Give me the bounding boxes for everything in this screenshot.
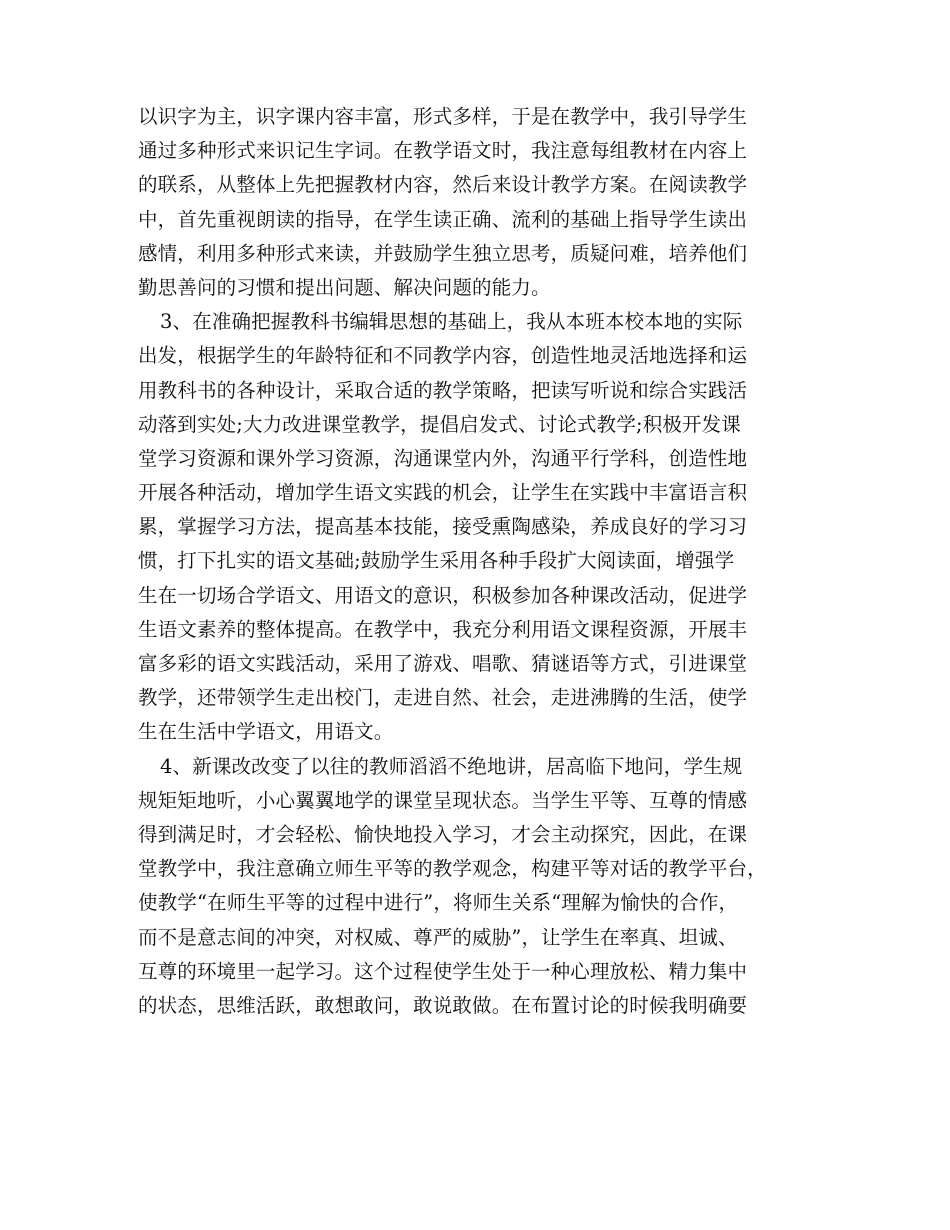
body-text-line: 的状态，思维活跃，敢想敢问，敢说敢做。在布置讨论的时候我明确要 [138,993,748,1017]
body-text-line: 的联系，从整体上先把握教材内容，然后来设计教学方案。在阅读教学 [138,173,748,197]
body-text-line: 生在一切场合学语文、用语文的意识，积极参加各种课改活动，促进学 [138,583,748,607]
body-text-line: 开展各种活动，增加学生语文实践的机会，让学生在实践中丰富语言积 [138,481,748,505]
body-text-line: 规矩矩地听，小心翼翼地学的课堂呈现状态。当学生平等、互尊的情感 [138,788,748,812]
body-text-line: 通过多种形式来识记生字词。在教学语文时，我注意每组教材在内容上 [138,139,748,163]
body-text-line: 感情，利用多种形式来读，并鼓励学生独立思考，质疑问难，培养他们 [138,241,748,265]
body-text-line: 得到满足时，才会轻松、愉快地投入学习，才会主动探究，因此，在课 [138,822,748,846]
body-text-line: 以识字为主，识字课内容丰富，形式多样，于是在教学中，我引导学生 [138,105,748,128]
body-text-line: 用教科书的各种设计，采取合适的教学策略，把读写听说和综合实践活 [138,378,748,402]
document-body [138,100,828,1023]
body-text-line: 而不是意志间的冲突，对权威、尊严的威胁”，让学生在率真、坦诚、 [138,925,738,949]
body-text-line: 堂学习资源和课外学习资源，沟通课堂内外，沟通平行学科，创造性地 [138,446,748,470]
body-text-line: 勤思善问的习惯和提出问题、解决问题的能力。 [138,275,551,299]
body-text-line: 动落到实处;大力改进课堂教学，提倡启发式、讨论式教学;积极开发课 [138,412,741,436]
body-text-line: 中，首先重视朗读的指导，在学生读正确、流利的基础上指导学生读出 [138,207,748,231]
body-text-line: 生语文素养的整体提高。在教学中，我充分利用语文课程资源，开展丰 [138,617,748,641]
paragraph-first-line: 4、新课改改变了以往的教师滔滔不绝地讲，居高临下地问，学生规 [160,754,743,778]
body-text-line: 惯，打下扎实的语文基础;鼓励学生采用各种手段扩大阅读面，增强学 [138,549,735,573]
body-text-line: 生在生活中学语文，用语文。 [138,720,394,744]
body-text-line: 出发，根据学生的年龄特征和不同教学内容，创造性地灵活地选择和运 [138,344,748,368]
body-text-line: 富多彩的语文实践活动，采用了游戏、唱歌、猜谜语等方式，引进课堂 [138,652,748,675]
body-text-line: 使教学“在师生平等的过程中进行”，将师生关系“理解为愉快的合作， [138,891,739,915]
body-text-line: 互尊的环境里一起学习。这个过程使学生处于一种心理放松、精力集中 [138,959,748,983]
body-text-line: 教学，还带领学生走出校门，走进自然、社会，走进沸腾的生活，使学 [138,686,748,710]
paragraph-first-line: 3、在准确把握教科书编辑思想的基础上，我从本班本校本地的实际 [160,310,743,334]
body-text-line: 累，掌握学习方法，提高基本技能，接受熏陶感染，养成良好的学习习 [138,515,748,539]
body-text-line: 堂教学中，我注意确立师生平等的教学观念，构建平等对话的教学平台， [138,857,767,881]
